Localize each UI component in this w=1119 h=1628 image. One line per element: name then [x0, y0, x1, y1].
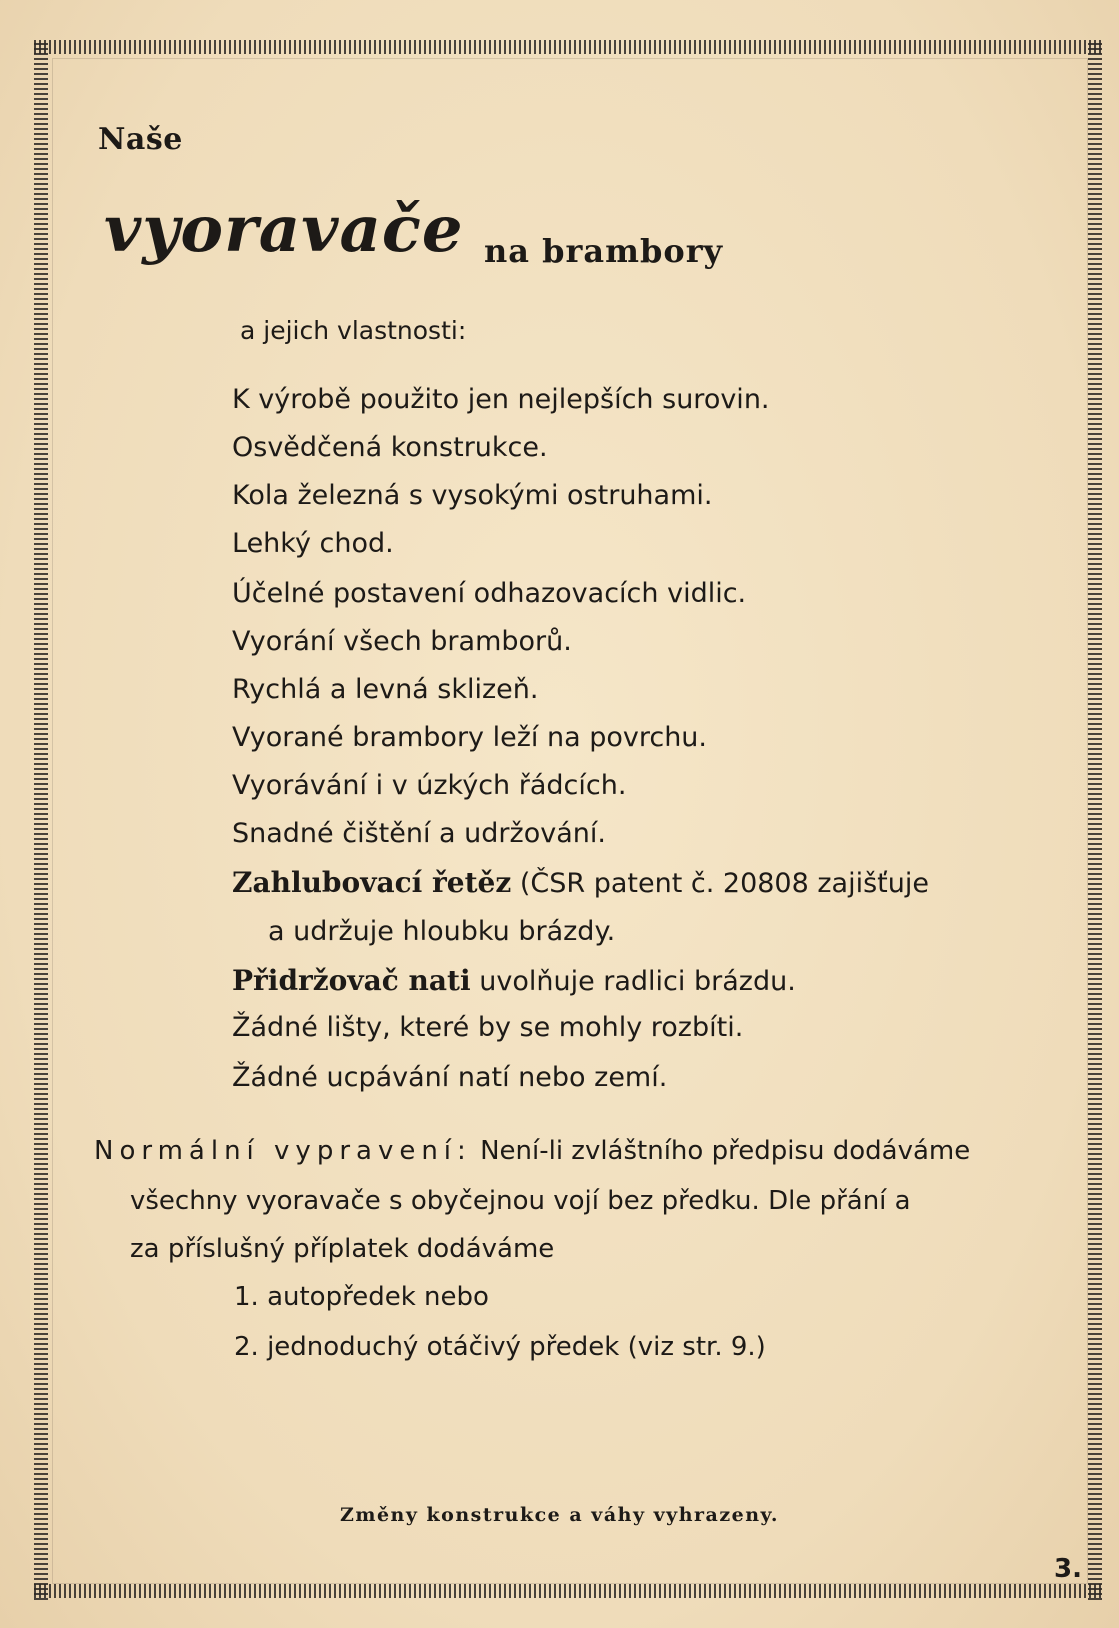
feature-chain-cont: a udržuje hloubku brázdy. — [268, 916, 616, 947]
page-title: vyoravače — [104, 192, 464, 267]
option-item: 1. autopředek nebo — [234, 1282, 489, 1312]
heading-line1: Naše — [98, 122, 183, 157]
feature-holder-bold: Přidržovač nati — [232, 964, 471, 997]
feature-chain-rest: (ČSR patent č. 20808 zajišťuje — [519, 868, 929, 899]
page-title-rest: na brambory — [484, 232, 724, 270]
frame-right-border — [1088, 40, 1102, 1600]
intro-text: a jejich vlastnosti: — [240, 316, 467, 345]
frame-left-border — [34, 40, 48, 1600]
feature-chain — [232, 866, 929, 899]
feature-line: Vyorávání i v úzkých řádcích. — [232, 770, 627, 801]
feature-line: Žádné lišty, které by se mohly rozbíti. — [232, 1012, 744, 1043]
feature-holder — [232, 964, 796, 997]
normal-equipment-label: Normální vypravení: — [94, 1136, 472, 1166]
feature-line: K výrobě použito jen nejlepších surovin. — [232, 384, 770, 415]
normal-equipment-text1: Není-li zvláštního předpisu dodáváme — [480, 1136, 971, 1166]
normal-equipment-line2: všechny vyoravače s obyčejnou vojí bez předku. Dle přání a — [130, 1186, 911, 1216]
frame-bottom-border — [34, 1584, 1102, 1598]
frame-top-border — [34, 40, 1102, 54]
feature-chain-bold: Zahlubovací řetěz — [232, 866, 512, 899]
normal-equipment-line3: za příslušný příplatek dodáváme — [130, 1234, 555, 1264]
option-item: 2. jednoduchý otáčivý předek (viz str. 9.) — [234, 1332, 766, 1362]
normal-equipment-line1 — [94, 1136, 970, 1166]
feature-line: Vyorání všech bramborů. — [232, 626, 572, 657]
feature-line: Rychlá a levná sklizeň. — [232, 674, 539, 705]
feature-line: Účelné postavení odhazovacích vidlic. — [232, 578, 747, 609]
feature-line: Snadné čištění a udržování. — [232, 818, 606, 849]
page-number: 3. — [1054, 1554, 1082, 1584]
feature-line: Žádné ucpávání natí nebo zemí. — [232, 1062, 668, 1093]
feature-line: Kola železná s vysokými ostruhami. — [232, 480, 713, 511]
footer-note: Změny konstrukce a váhy vyhrazeny. — [339, 1504, 780, 1526]
feature-line: Vyorané brambory leží na povrchu. — [232, 722, 708, 753]
feature-line: Osvědčená konstrukce. — [232, 432, 548, 463]
feature-line: Lehký chod. — [232, 528, 394, 559]
feature-holder-rest: uvolňuje radlici brázdu. — [479, 966, 796, 997]
